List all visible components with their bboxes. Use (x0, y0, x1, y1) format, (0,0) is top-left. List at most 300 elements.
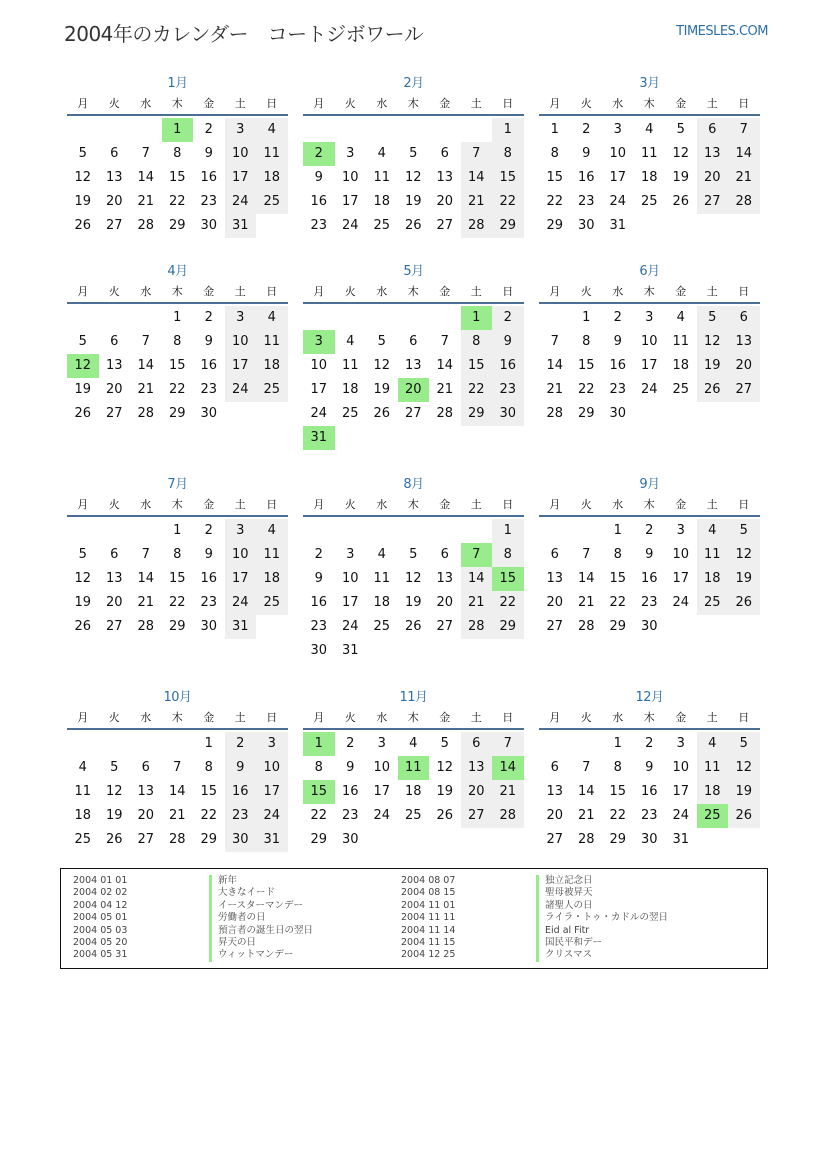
day-cell: 10 (640, 334, 658, 349)
day-cell: 30 (492, 402, 524, 426)
day-cell: 8 (550, 146, 559, 161)
weekday-label: 月 (549, 97, 561, 110)
day-cell: 17 (310, 382, 328, 397)
weekday-header (539, 494, 760, 517)
day-cell: 13 (105, 358, 123, 373)
legend-holiday-name: 預言者の誕生日の翌日 (209, 925, 313, 937)
holiday-day: 25 (697, 804, 729, 828)
day-cell: 3 (225, 306, 257, 330)
weekday-label: 日 (502, 711, 514, 724)
day-cell: 4 (256, 118, 288, 142)
day-cell: 22 (492, 591, 524, 615)
day-cell: 3 (377, 736, 386, 751)
legend-holiday-name: Eid al Fitr (536, 925, 668, 937)
day-cell: 30 (640, 832, 658, 847)
day-cell: 14 (137, 358, 155, 373)
empty-cell (130, 519, 162, 543)
day-cell: 13 (546, 571, 564, 586)
weekday-header (539, 707, 760, 730)
holiday-day: 15 (492, 567, 524, 591)
day-cell: 21 (461, 190, 493, 214)
day-cell: 24 (225, 591, 257, 615)
day-cell: 8 (613, 760, 622, 775)
day-cell: 6 (550, 760, 559, 775)
day-cell: 7 (461, 142, 493, 166)
day-cell: 26 (672, 194, 690, 209)
day-cell: 21 (728, 166, 760, 190)
weekday-label: 月 (549, 285, 561, 298)
day-cell: 22 (310, 808, 328, 823)
day-cell: 8 (613, 547, 622, 562)
day-grid (67, 118, 288, 238)
day-cell: 22 (168, 194, 186, 209)
day-cell: 11 (373, 170, 391, 185)
month-10 (67, 689, 288, 852)
day-cell: 20 (137, 808, 155, 823)
day-cell: 28 (461, 214, 493, 238)
day-cell: 5 (728, 732, 760, 756)
day-cell: 13 (697, 142, 729, 166)
day-cell: 1 (550, 122, 559, 137)
day-cell: 9 (204, 334, 213, 349)
day-cell: 31 (609, 218, 627, 233)
day-cell: 17 (373, 784, 391, 799)
weekday-label: 火 (344, 97, 356, 110)
day-cell: 12 (697, 330, 729, 354)
day-cell: 21 (546, 382, 564, 397)
day-cell: 20 (546, 808, 564, 823)
holiday-day: 1 (162, 118, 194, 142)
day-cell: 24 (256, 804, 288, 828)
day-cell: 21 (461, 591, 493, 615)
empty-cell (303, 306, 335, 330)
day-cell: 10 (225, 142, 257, 166)
empty-cell (429, 306, 461, 330)
empty-cell (67, 519, 99, 543)
weekday-label: 土 (470, 498, 482, 511)
month-title: 6月 (639, 264, 660, 279)
day-cell: 24 (640, 382, 658, 397)
day-cell: 28 (577, 619, 595, 634)
empty-cell (130, 118, 162, 142)
day-cell: 19 (74, 382, 92, 397)
day-cell: 14 (728, 142, 760, 166)
weekday-label: 水 (140, 711, 152, 724)
holiday-day: 20 (398, 378, 430, 402)
day-cell: 5 (728, 519, 760, 543)
day-cell: 1 (613, 523, 622, 538)
day-cell: 24 (341, 619, 359, 634)
empty-cell (398, 306, 430, 330)
day-cell: 15 (168, 170, 186, 185)
day-cell: 21 (577, 808, 595, 823)
day-cell: 17 (225, 567, 257, 591)
day-cell: 24 (225, 190, 257, 214)
day-cell: 9 (225, 756, 257, 780)
day-cell: 18 (256, 567, 288, 591)
day-cell: 26 (105, 832, 123, 847)
day-cell: 22 (546, 194, 564, 209)
month-title: 4月 (167, 264, 188, 279)
day-cell: 19 (728, 780, 760, 804)
legend-holiday-name: 大きなイード (209, 887, 313, 899)
weekday-label: 金 (675, 97, 687, 110)
day-cell: 13 (436, 170, 454, 185)
day-cell: 13 (436, 571, 454, 586)
weekday-label: 木 (171, 285, 183, 298)
legend-holiday-name: 新年 (209, 875, 313, 887)
weekday-label: 水 (376, 97, 388, 110)
day-cell: 12 (404, 170, 422, 185)
day-grid (539, 118, 760, 238)
empty-cell (303, 519, 335, 543)
weekday-label: 金 (203, 711, 215, 724)
day-cell: 2 (204, 310, 213, 325)
weekday-label: 木 (407, 97, 419, 110)
day-cell: 6 (440, 146, 449, 161)
day-cell: 26 (728, 591, 760, 615)
day-cell: 25 (256, 378, 288, 402)
day-cell: 11 (697, 543, 729, 567)
day-cell: 17 (341, 194, 359, 209)
day-cell: 9 (492, 330, 524, 354)
weekday-label: 木 (171, 711, 183, 724)
empty-cell (539, 306, 571, 330)
day-cell: 9 (314, 571, 323, 586)
day-cell: 17 (256, 780, 288, 804)
day-cell: 16 (640, 571, 658, 586)
weekday-label: 火 (344, 285, 356, 298)
legend-date: 2004 08 07 (401, 875, 456, 886)
day-cell: 9 (645, 547, 654, 562)
day-cell: 7 (582, 547, 591, 562)
day-cell: 2 (582, 122, 591, 137)
empty-cell (366, 306, 398, 330)
day-cell: 20 (728, 354, 760, 378)
month-title: 1月 (167, 76, 188, 91)
weekday-label: 土 (706, 97, 718, 110)
day-cell: 30 (640, 619, 658, 634)
day-grid (539, 306, 760, 426)
day-cell: 25 (697, 591, 729, 615)
day-cell: 20 (461, 780, 493, 804)
day-cell: 21 (137, 194, 155, 209)
legend-date: 2004 11 15 (401, 936, 456, 948)
empty-cell (303, 118, 335, 142)
weekday-header (67, 281, 288, 304)
day-cell: 15 (492, 166, 524, 190)
day-cell: 1 (204, 736, 213, 751)
day-cell: 15 (609, 571, 627, 586)
empty-cell (67, 732, 99, 756)
day-cell: 22 (461, 378, 493, 402)
month-6 (539, 263, 760, 426)
weekday-label: 土 (706, 498, 718, 511)
day-cell: 5 (78, 547, 87, 562)
empty-cell (571, 732, 603, 756)
day-grid (67, 519, 288, 639)
empty-cell (335, 118, 367, 142)
empty-cell (398, 118, 430, 142)
day-cell: 7 (550, 334, 559, 349)
day-cell: 3 (225, 519, 257, 543)
day-cell: 9 (204, 146, 213, 161)
day-cell: 8 (492, 142, 524, 166)
day-grid (539, 519, 760, 639)
day-cell: 6 (141, 760, 150, 775)
day-cell: 10 (341, 170, 359, 185)
month-title: 3月 (639, 76, 660, 91)
day-grid (303, 732, 524, 852)
weekday-label: 火 (108, 285, 120, 298)
weekday-label: 金 (675, 711, 687, 724)
day-cell: 21 (137, 382, 155, 397)
weekday-label: 金 (203, 498, 215, 511)
day-cell: 31 (341, 643, 359, 658)
weekday-header (539, 93, 760, 116)
day-cell: 2 (613, 310, 622, 325)
day-cell: 23 (492, 378, 524, 402)
day-cell: 17 (341, 595, 359, 610)
day-cell: 21 (168, 808, 186, 823)
weekday-label: 土 (234, 498, 246, 511)
day-cell: 6 (728, 306, 760, 330)
weekday-label: 日 (738, 97, 750, 110)
weekday-label: 日 (266, 711, 278, 724)
day-cell: 28 (546, 406, 564, 421)
day-cell: 31 (225, 615, 257, 639)
weekday-label: 日 (502, 285, 514, 298)
day-cell: 27 (546, 619, 564, 634)
legend-holiday-name: 労働者の日 (209, 912, 313, 924)
day-cell: 9 (582, 146, 591, 161)
day-cell: 15 (577, 358, 595, 373)
day-cell: 19 (74, 595, 92, 610)
day-cell: 26 (74, 218, 92, 233)
empty-cell (539, 732, 571, 756)
day-grid (303, 519, 524, 663)
weekday-label: 火 (580, 285, 592, 298)
day-cell: 13 (546, 784, 564, 799)
month-1 (67, 75, 288, 238)
day-cell: 11 (256, 142, 288, 166)
day-cell: 12 (105, 784, 123, 799)
day-cell: 23 (200, 194, 218, 209)
holiday-day: 15 (303, 780, 335, 804)
day-cell: 10 (373, 760, 391, 775)
weekday-label: 日 (502, 498, 514, 511)
month-9 (539, 476, 760, 639)
day-cell: 25 (256, 190, 288, 214)
day-cell: 8 (204, 760, 213, 775)
day-cell: 25 (373, 218, 391, 233)
weekday-label: 金 (439, 97, 451, 110)
day-cell: 18 (640, 170, 658, 185)
month-12 (539, 689, 760, 852)
day-cell: 27 (105, 218, 123, 233)
day-cell: 30 (200, 406, 218, 421)
month-title: 12月 (635, 690, 664, 705)
day-cell: 6 (440, 547, 449, 562)
day-cell: 15 (168, 358, 186, 373)
day-cell: 8 (461, 330, 493, 354)
site-logo[interactable]: TIMESLES.COM (676, 24, 768, 39)
weekday-label: 火 (344, 711, 356, 724)
day-cell: 24 (341, 218, 359, 233)
day-cell: 27 (697, 190, 729, 214)
day-cell: 26 (373, 406, 391, 421)
day-cell: 24 (225, 378, 257, 402)
day-cell: 17 (672, 571, 690, 586)
day-cell: 25 (74, 832, 92, 847)
weekday-label: 木 (407, 498, 419, 511)
day-cell: 2 (645, 736, 654, 751)
weekday-label: 日 (502, 97, 514, 110)
weekday-label: 日 (738, 711, 750, 724)
legend-holiday-name: クリスマス (536, 949, 668, 961)
day-cell: 12 (436, 760, 454, 775)
weekday-label: 月 (77, 97, 89, 110)
empty-cell (335, 519, 367, 543)
day-cell: 11 (373, 571, 391, 586)
day-cell: 29 (609, 832, 627, 847)
day-cell: 7 (440, 334, 449, 349)
day-cell: 14 (577, 571, 595, 586)
weekday-label: 火 (108, 97, 120, 110)
holiday-day: 14 (492, 756, 524, 780)
day-cell: 30 (200, 619, 218, 634)
day-cell: 7 (728, 118, 760, 142)
day-cell: 12 (728, 756, 760, 780)
weekday-label: 火 (344, 498, 356, 511)
weekday-label: 木 (407, 711, 419, 724)
day-cell: 16 (341, 784, 359, 799)
weekday-header (67, 494, 288, 517)
day-cell: 24 (672, 808, 690, 823)
day-cell: 7 (141, 547, 150, 562)
day-cell: 25 (373, 619, 391, 634)
day-cell: 6 (697, 118, 729, 142)
day-cell: 3 (676, 523, 685, 538)
holiday-day: 1 (303, 732, 335, 756)
day-cell: 26 (436, 808, 454, 823)
day-cell: 23 (609, 382, 627, 397)
day-cell: 5 (676, 122, 685, 137)
day-cell: 28 (492, 804, 524, 828)
day-cell: 3 (676, 736, 685, 751)
day-cell: 18 (341, 382, 359, 397)
empty-cell (366, 519, 398, 543)
weekday-label: 土 (234, 285, 246, 298)
day-cell: 25 (341, 406, 359, 421)
weekday-label: 土 (470, 97, 482, 110)
day-cell: 4 (676, 310, 685, 325)
day-grid (67, 732, 288, 852)
day-cell: 13 (105, 571, 123, 586)
month-title: 8月 (403, 477, 424, 492)
day-cell: 27 (137, 832, 155, 847)
day-cell: 20 (105, 382, 123, 397)
day-cell: 27 (728, 378, 760, 402)
weekday-label: 金 (439, 711, 451, 724)
page-title: 2004年のカレンダー コートジボワール (64, 22, 424, 46)
day-cell: 25 (404, 808, 422, 823)
day-cell: 15 (200, 784, 218, 799)
day-cell: 18 (404, 784, 422, 799)
legend-date: 2004 11 14 (401, 924, 456, 936)
weekday-label: 水 (376, 711, 388, 724)
empty-cell (539, 519, 571, 543)
day-cell: 2 (314, 547, 323, 562)
day-cell: 28 (137, 406, 155, 421)
day-cell: 17 (225, 166, 257, 190)
day-cell: 2 (346, 736, 355, 751)
weekday-header (303, 707, 524, 730)
day-cell: 15 (609, 784, 627, 799)
weekday-label: 土 (706, 711, 718, 724)
day-cell: 18 (672, 358, 690, 373)
day-cell: 8 (492, 543, 524, 567)
day-cell: 12 (74, 571, 92, 586)
day-cell: 27 (105, 406, 123, 421)
day-cell: 11 (672, 334, 690, 349)
day-cell: 3 (225, 118, 257, 142)
day-cell: 15 (168, 571, 186, 586)
day-cell: 10 (256, 756, 288, 780)
legend-holiday-name: 国民平和デー (536, 937, 668, 949)
day-cell: 2 (645, 523, 654, 538)
day-cell: 10 (672, 760, 690, 775)
day-cell: 7 (173, 760, 182, 775)
day-cell: 28 (461, 615, 493, 639)
weekday-label: 火 (580, 711, 592, 724)
day-cell: 4 (256, 519, 288, 543)
day-cell: 16 (310, 194, 328, 209)
day-cell: 12 (404, 571, 422, 586)
day-cell: 26 (74, 406, 92, 421)
weekday-label: 金 (675, 498, 687, 511)
day-cell: 29 (168, 406, 186, 421)
day-cell: 8 (582, 334, 591, 349)
empty-cell (461, 118, 493, 142)
day-cell: 23 (200, 382, 218, 397)
month-title: 5月 (403, 264, 424, 279)
day-cell: 16 (310, 595, 328, 610)
day-cell: 1 (173, 310, 182, 325)
day-cell: 6 (110, 547, 119, 562)
day-cell: 6 (550, 547, 559, 562)
day-cell: 10 (225, 330, 257, 354)
weekday-header (303, 93, 524, 116)
day-cell: 14 (546, 358, 564, 373)
month-title: 2月 (403, 76, 424, 91)
day-cell: 16 (640, 784, 658, 799)
day-cell: 29 (200, 832, 218, 847)
day-cell: 23 (225, 804, 257, 828)
weekday-label: 木 (407, 285, 419, 298)
day-cell: 30 (310, 643, 328, 658)
day-cell: 3 (346, 146, 355, 161)
weekday-label: 木 (643, 498, 655, 511)
day-cell: 22 (609, 595, 627, 610)
day-grid (539, 732, 760, 852)
day-cell: 26 (404, 619, 422, 634)
day-cell: 23 (640, 595, 658, 610)
day-cell: 11 (697, 756, 729, 780)
day-cell: 13 (461, 756, 493, 780)
legend-holiday-name: 独立記念日 (536, 875, 668, 887)
legend-date: 2004 05 01 (73, 912, 128, 924)
